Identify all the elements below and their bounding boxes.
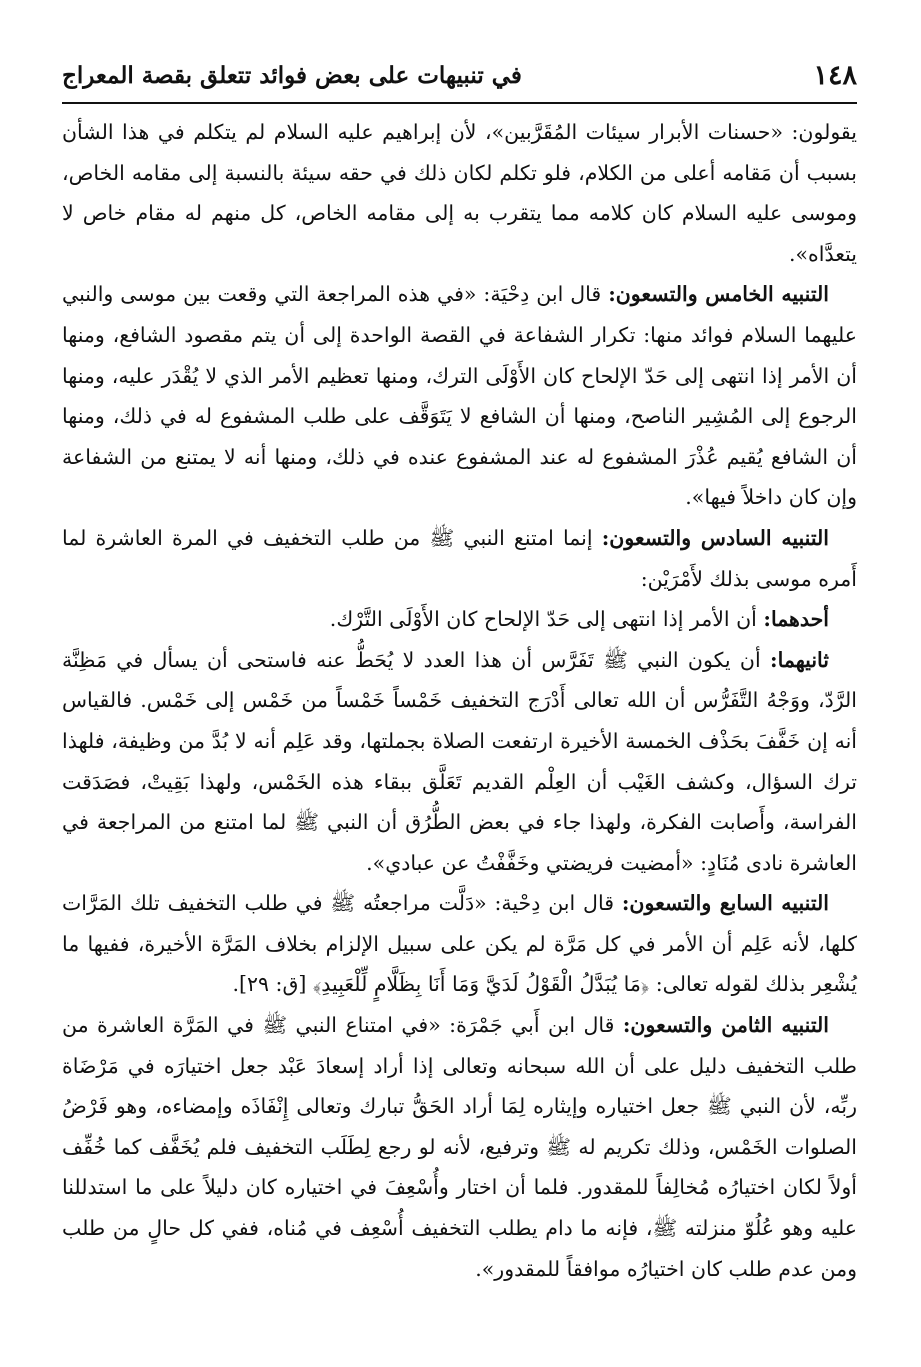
paragraph xyxy=(62,883,857,1005)
paragraph-heading: التنبيه السادس والتسعون: xyxy=(601,525,829,550)
paragraph xyxy=(62,1005,857,1289)
paragraph-text: قال ابن دِحْيَة: «في هذه المراجعة التي وقعت بين موسى والنبي عليهما السلام فوائد منها: تكرار الشفاعة في القصة الواحدة إلى أن يتم مقصود الشافع، ومنها أن الأمر إذا انتهى إلى حَدّ الإلحاح كان الأَوْلَى الترك، ومنها تعظيم الأمر الذي لا يُقْدَر عليه، ومنها الرجوع إلى المُشِير الناصح، ومنها أن الشافع لا يَتَوَقَّف على طلب المشفوع له في ذلك، ومنها أن الشافع يُقيم عُذْرَ المشفوع له عند المشفوع عنده في ذلك، ومنها أنه لا يمتنع من الشفاعة وإن كان داخلاً فيها». xyxy=(62,282,857,510)
page-number: ١٤٨ xyxy=(813,60,857,91)
paragraph-text: أن الأمر إذا انتهى إلى حَدّ الإلحاح كان الأَوْلَى التَّرْك. xyxy=(329,607,757,632)
paragraph xyxy=(62,640,857,884)
paragraph-heading: أحدهما: xyxy=(763,607,829,632)
paragraph-heading: ثانيهما: xyxy=(770,647,829,672)
paragraph-heading: التنبيه الثامن والتسعون: xyxy=(622,1013,829,1038)
paragraph-heading: التنبيه الخامس والتسعون: xyxy=(608,282,830,307)
paragraph-text: قال ابن أَبي جَمْرَة: «في امتناع النبي ﷺ في المَرَّة العاشرة من طلب التخفيف دليل على أن الله سبحانه وتعالى إذا أراد إسعادَ عَبْد جعل اختيارَه في مَرْضَاة ربِّه، لأن النبي ﷺ جعل اختياره وإيثاره لِمَا أراد الحَقُّ تبارك وتعالى إِنْفَاذَه وإمضاءه، وهو فَرْضُ الصلوات الخَمْس، وذلك تكريم له ﷺ وترفيع، لأنه لو رجع لِطَلَب التخفيف فلم يُخَفَّف كما خُفِّف أولاً لكان اختيارُه مُخالِفاً للمقدور. فلما أن اختار وأُسْعِفَ في اختياره كان دليلاً على ما استدللنا عليه وهو عُلُوّ منزلته ﷺ، فإنه ما دام يطلب التخفيف أُسْعِف في مُناه، ففي كل حالٍ من طلب ومن عدم طلب كان اختيارُه موافقاً للمقدور». xyxy=(62,1013,857,1281)
paragraph xyxy=(62,518,857,599)
body-text xyxy=(62,112,857,1289)
paragraph xyxy=(62,274,857,518)
paragraph-text: أن يكون النبي ﷺ تَفَرَّس أن هذا العدد لا يُحَطُّ عنه فاستحى أن يسأل في مَظِنَّة الرَّدّ، ووَجْهُ التَّفَرُّس أن الله تعالى أَدْرَج التخفيف خَمْساً خَمْساً من خَمْس إلى خَمْس. فالقياس أنه إن خَفَّفَ بحَذْف الخمسة الأخيرة ارتفعت الصلاة بجملتها، وقد عَلِم أنه لا بُدَّ من وظيفة، فلهذا ترك السؤال، وكشف الغَيْب أن العِلْم القديم تَعَلَّق ببقاء هذه الخَمْس، ولهذا بَقِيتْ، فصَدَقت الفراسة، وأَصابت الفكرة، ولهذا جاء في بعض الطُّرُق أن النبي ﷺ لما امتنع من المراجعة في العاشرة نادى مُنَادٍ: «أمضيت فريضتي وخَفَّفْتُ عن عبادي». xyxy=(62,647,857,875)
paragraph-text: إنما امتنع النبي ﷺ من طلب التخفيف في المرة العاشرة لما أَمره موسى بذلك لأَمْرَيْن: xyxy=(62,525,857,591)
page-header xyxy=(62,56,857,104)
paragraph xyxy=(62,599,857,640)
paragraph xyxy=(62,112,857,274)
running-title: في تنبيهات على بعض فوائد تتعلق بقصة المعراج xyxy=(62,62,522,89)
paragraph-text: قال ابن دِحْية: «دَلَّت مراجعتُه ﷺ في طلب التخفيف تلك المَرَّات كلها، لأنه عَلِم أن الأمر في كل مَرَّة لم يكن على سبيل الإلزام بخلاف المَرَّة الأخيرة، ففيها ما يُشْعِر بذلك لقوله تعالى: ﴿مَا يُبَدَّلُ الْقَوْلُ لَدَيَّ وَمَا أَنَا بِظَلَّامٍ لِّلْعَبِيدِ﴾ [ق: ٢٩]. xyxy=(62,891,857,997)
paragraph-heading: التنبيه السابع والتسعون: xyxy=(621,891,829,916)
paragraph-text: يقولون: «حسنات الأبرار سيئات المُقَرَّبين»، لأن إبراهيم عليه السلام لم يتكلم في هذا الشأن بسبب أن مَقامه أعلى من الكلام، فلو تكلم لكان ذلك في حقه سيئة بالنسبة إلى مقامه الخاص، وموسى عليه السلام كان كلامه مما يتقرب به إلى مقامه الخاص، كل منهم له مقام خاص لا يتعدَّاه». xyxy=(62,120,857,266)
